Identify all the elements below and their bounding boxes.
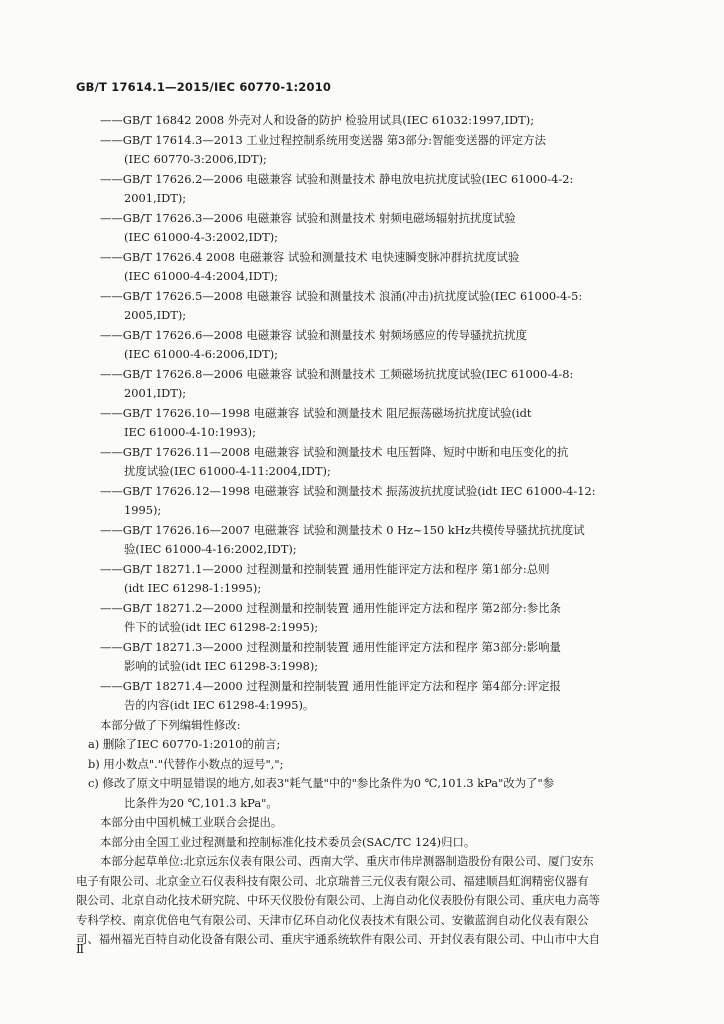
text-line: 比条件为20 ℃,101.3 kPa"。	[124, 795, 278, 810]
text-line: ——GB/T 17626.12—1998 电磁兼容 试验和测量技术 振荡波抗扰度试验(idt IEC 61000-4-12:	[100, 483, 596, 498]
text-line: ——GB/T 17626.8—2006 电磁兼容 试验和测量技术 工频磁场抗扰度试验(IEC 61000-4-8:	[100, 366, 574, 381]
text-line: ——GB/T 17626.5—2008 电磁兼容 试验和测量技术 浪涌(冲击)抗扰度试验(IEC 61000-4-5:	[100, 288, 583, 303]
text-line: (IEC 61000-4-6:2006,IDT);	[124, 347, 278, 361]
text-line: 本部分由中国机械工业联合会提出。	[100, 815, 283, 829]
text-line: ——GB/T 16842 2008 外壳对人和设备的防护 检验用试具(IEC 61032:1997,IDT);	[100, 113, 535, 127]
document-header: GB/T 17614.1—2015/IEC 60770-1:2010	[76, 80, 332, 94]
text-line: ——GB/T 17626.6—2008 电磁兼容 试验和测量技术 射频场感应的传导骚扰抗扰度	[100, 327, 528, 342]
text-line: 告的内容(idt IEC 61298-4:1995)。	[124, 698, 315, 712]
text-line: 司、福州福光百特自动化设备有限公司、重庆宇通系统软件有限公司、开封仪表有限公司、中山市中大自	[76, 932, 600, 946]
text-line: ——GB/T 17614.3—2013 工业过程控制系统用变送器 第3部分:智能变送器的评定方法	[100, 132, 546, 147]
text-line: 2001,IDT);	[124, 386, 187, 400]
text-line: 限公司、北京自动化技术研究院、中环天仪股份有限公司、上海自动化仪表股份有限公司、重庆电力高等	[76, 893, 600, 907]
text-line: 本部分起草单位:北京远东仪表有限公司、西南大学、重庆市伟岸测器制造股份有限公司、厦门安东	[100, 854, 594, 868]
document-body	[76, 111, 646, 950]
text-line: (IEC 61000-4-4:2004,IDT);	[124, 269, 278, 283]
text-line: 专科学校、南京优倍电气有限公司、天津市亿环自动化仪表技术有限公司、安徽蓝润自动化仪表有限公	[76, 912, 589, 927]
text-line: 2005,IDT);	[124, 308, 187, 322]
text-line: ——GB/T 17626.16—2007 电磁兼容 试验和测量技术 0 Hz~150 kHz共模传导骚扰抗扰度试	[100, 522, 585, 537]
text-line: 1995);	[124, 503, 162, 517]
text-line: 扰度试验(IEC 61000-4-11:2004,IDT);	[124, 464, 331, 478]
text-line: (IEC 60770-3:2006,IDT);	[124, 152, 267, 166]
text-line: ——GB/T 17626.11—2008 电磁兼容 试验和测量技术 电压暂降、短时中断和电压变化的抗	[100, 444, 569, 459]
text-line: ——GB/T 17626.2—2006 电磁兼容 试验和测量技术 静电放电抗扰度试验(IEC 61000-4-2:	[100, 171, 574, 186]
text-line: 影响的试验(idt IEC 61298-3:1998);	[124, 659, 319, 673]
text-line: ——GB/T 18271.4—2000 过程测量和控制装置 通用性能评定方法和程序 第4部分:评定报	[100, 678, 561, 693]
text-line: 2001,IDT);	[124, 191, 187, 205]
text-line: ——GB/T 17626.10—1998 电磁兼容 试验和测量技术 阻尼振荡磁场抗扰度试验(idt	[100, 405, 532, 420]
text-line: 本部分做了下列编辑性修改:	[100, 717, 241, 732]
text-line: IEC 61000-4-10:1993);	[124, 425, 256, 439]
text-line: (IEC 61000-4-3:2002,IDT);	[124, 230, 278, 244]
text-line: 本部分由全国工业过程测量和控制标准化技术委员会(SAC/TC 124)归口。	[100, 834, 476, 849]
text-line: ——GB/T 18271.1—2000 过程测量和控制装置 通用性能评定方法和程序 第1部分:总则	[100, 561, 550, 576]
text-line: a) 删除了IEC 60770-1:2010的前言;	[88, 737, 281, 751]
text-line: c) 修改了原文中明显错误的地方,如表3"耗气量"中的"参比条件为0 ℃,101.3 kPa"改为了"参	[88, 776, 555, 790]
page-number: Ⅱ	[76, 942, 85, 956]
text-line: 件下的试验(idt IEC 61298-2:1995);	[124, 620, 319, 634]
text-line: b) 用小数点"."代替作小数点的逗号",";	[88, 756, 284, 771]
text-line: (idt IEC 61298-1:1995);	[124, 581, 262, 595]
text-line: ——GB/T 17626.4 2008 电磁兼容 试验和测量技术 电快速瞬变脉冲群抗扰度试验	[100, 249, 520, 264]
text-line: 电子有限公司、北京金立石仪表科技有限公司、北京瑞普三元仪表有限公司、福建顺昌虹润精密仪器有	[76, 873, 589, 888]
text-line: 验(IEC 61000-4-16:2002,IDT);	[124, 542, 297, 556]
text-line: ——GB/T 18271.2—2000 过程测量和控制装置 通用性能评定方法和程序 第2部分:参比条	[100, 600, 561, 615]
text-line: ——GB/T 17626.3—2006 电磁兼容 试验和测量技术 射频电磁场辐射抗扰度试验	[100, 210, 516, 225]
text-line: ——GB/T 18271.3—2000 过程测量和控制装置 通用性能评定方法和程序 第3部分:影响量	[100, 639, 561, 654]
